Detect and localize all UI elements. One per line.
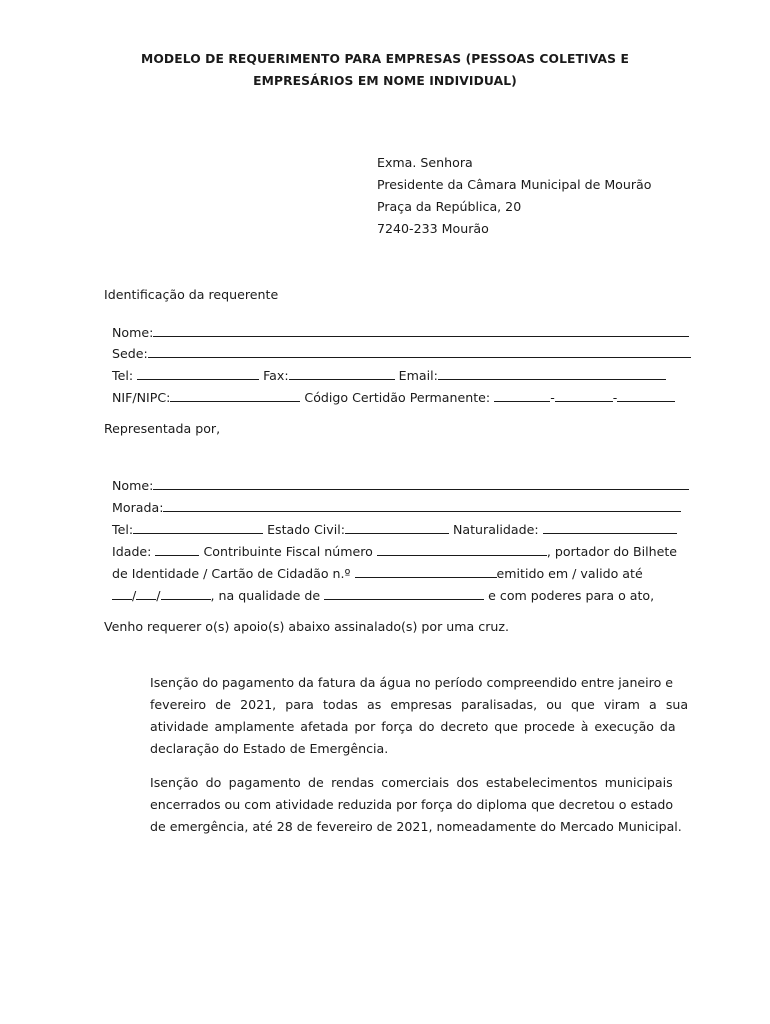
rep-issued-label: emitido em / valido até	[496, 566, 643, 581]
identification-heading: Identificação da requerente	[104, 287, 279, 302]
option-1-line-4: declaração do Estado de Emergência.	[150, 741, 389, 756]
rep-powers-label: e com poderes para o ato,	[488, 588, 655, 603]
recipient-position: Presidente da Câmara Municipal de Mourão	[377, 177, 652, 192]
rep-civil-status-label: Estado Civil:	[267, 522, 345, 537]
certificate-code-field-2[interactable]	[555, 390, 613, 402]
rep-date-day-field[interactable]	[112, 588, 132, 600]
document-title-line-1: MODELO DE REQUERIMENTO PARA EMPRESAS (PESSOAS COLETIVAS E	[141, 52, 629, 66]
option-1-line-1: Isenção do pagamento da fatura da água no período compreendido entre janeiro e	[150, 675, 674, 690]
option-2-line-3: de emergência, até 28 de fevereiro de 2021, nomeadamente do Mercado Municipal.	[150, 819, 682, 834]
rep-date-year-field[interactable]	[161, 588, 211, 600]
recipient-street: Praça da República, 20	[377, 199, 522, 214]
option-1-line-2: fevereiro de 2021, para todas as empresas paralisadas, ou que viram a sua	[150, 697, 689, 712]
company-fax-label: Fax:	[263, 368, 289, 383]
rep-birthplace-label: Naturalidade:	[452, 522, 539, 537]
recipient-salutation: Exma. Senhora	[377, 155, 473, 170]
request-intro: Venho requerer o(s) apoio(s) abaixo assinalado(s) por uma cruz.	[104, 619, 509, 634]
company-seat-label: Sede:	[112, 346, 148, 361]
rep-date-month-field[interactable]	[136, 588, 156, 600]
rep-tax-number-label: Contribuinte Fiscal número	[203, 544, 373, 559]
rep-id-holder-label: , portador do Bilhete	[546, 544, 678, 559]
rep-capacity-label: , na qualidade de	[210, 588, 321, 603]
company-nif-field[interactable]	[170, 390, 300, 402]
certificate-code-field-1[interactable]	[494, 390, 550, 402]
option-1-line-3: atividade amplamente afetada por força do decreto que procede à execução da	[150, 719, 676, 734]
recipient-postal: 7240-233 Mourão	[377, 221, 489, 236]
company-nif-row: NIF/NIPC: Código Certidão Permanente: - -	[104, 375, 675, 405]
rep-address-label: Morada:	[112, 500, 164, 515]
rep-date-row: / / , na qualidade de e com poderes para o ato,	[104, 573, 654, 603]
company-tel-label: Tel:	[112, 368, 134, 383]
option-2-line-1: Isenção do pagamento de rendas comerciais dos estabelecimentos municipais	[150, 775, 673, 790]
representative-heading: Representada por,	[104, 421, 221, 436]
company-name-label: Nome:	[112, 325, 154, 340]
certificate-code-label: Código Certidão Permanente:	[304, 390, 491, 405]
certificate-code-field-3[interactable]	[617, 390, 675, 402]
rep-capacity-field[interactable]	[324, 588, 484, 600]
company-email-label: Email:	[398, 368, 438, 383]
option-2-line-2: encerrados ou com atividade reduzida por força do diploma que decretou o estado	[150, 797, 674, 812]
rep-tel-label: Tel:	[112, 522, 134, 537]
rep-id-label: de Identidade / Cartão de Cidadão n.º	[112, 566, 351, 581]
rep-name-label: Nome:	[112, 478, 154, 493]
rep-age-label: Idade:	[112, 544, 152, 559]
document-title-line-2: EMPRESÁRIOS EM NOME INDIVIDUAL)	[253, 74, 517, 88]
company-nif-label: NIF/NIPC:	[112, 390, 171, 405]
